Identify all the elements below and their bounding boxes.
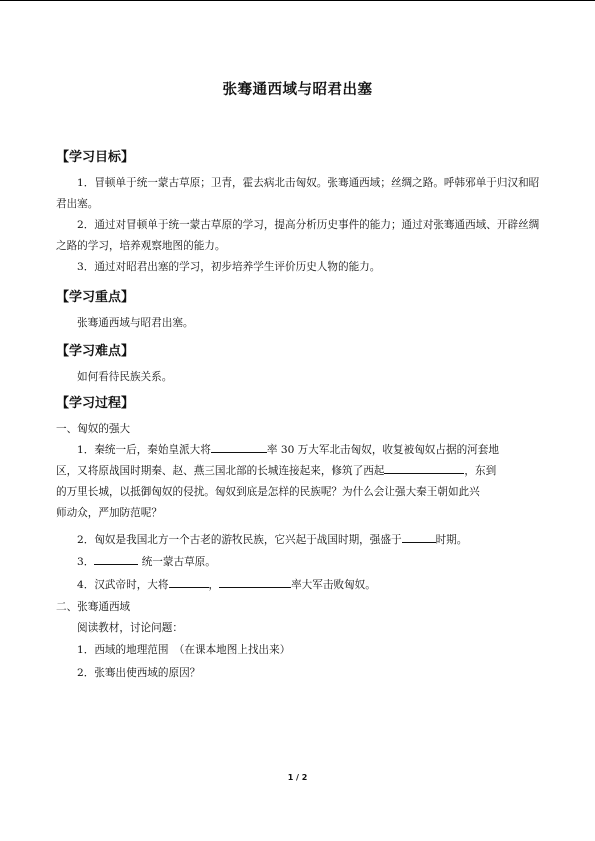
q1-blank-west[interactable] — [384, 462, 464, 474]
part1-q3 — [56, 552, 567, 573]
q3-text-b: 统一蒙古草原。 — [138, 556, 216, 568]
part2-heading: 二、张骞通西域 — [56, 601, 131, 613]
section-key-heading: 【学习重点】 — [56, 290, 135, 305]
part1-q2 — [56, 530, 567, 551]
q4-blank-general-2[interactable] — [219, 576, 291, 588]
section-process-heading: 【学习过程】 — [56, 396, 135, 411]
section-difficulty-heading: 【学习难点】 — [56, 344, 135, 359]
q1-text-b: 率 30 万大军北击匈奴，收复被匈奴占据的河套地 — [266, 444, 499, 456]
q2-text-b: 时期。 — [435, 534, 468, 546]
q3-text-a: 3． — [77, 556, 95, 568]
goal-item-2: 2．通过对冒顿单于统一蒙古草原的学习，提高分析历史事件的能力；通过对张骞通西域、开辟丝绸之路的学习，培养观察地图的能力。 — [56, 219, 540, 252]
part2-intro: 阅读教材，讨论问题： — [77, 622, 183, 634]
key-text: 张骞通西域与昭君出塞。 — [77, 317, 194, 329]
section-goals-heading: 【学习目标】 — [56, 150, 135, 165]
q1-blank-general[interactable] — [211, 441, 267, 453]
top-border — [0, 0, 595, 1]
part1-q4 — [56, 575, 567, 596]
q2-blank-period[interactable] — [402, 531, 436, 543]
page-title: 张骞通西域与昭君出塞 — [222, 82, 373, 98]
part1-q1-line4: 师动众，严加防范呢？ — [56, 507, 162, 519]
goal-item-1: 1．冒顿单于统一蒙古草原；卫青，霍去病北击匈奴。张骞通西域；丝绸之路。呼韩邪单于归汉和昭君出塞。 — [56, 177, 540, 210]
part2-q2: 2．张骞出使西域的原因？ — [77, 667, 201, 679]
q4-text-c: 率大军击败匈奴。 — [291, 579, 376, 591]
goal-item-3: 3．通过对昭君出塞的学习，初步培养学生评价历史人物的能力。 — [77, 261, 381, 273]
q4-text-a: 4．汉武帝时，大将 — [77, 579, 169, 591]
part1-heading: 一、匈奴的强大 — [56, 423, 131, 435]
q4-text-b: ， — [208, 579, 220, 591]
part1-q1-line1 — [56, 440, 567, 461]
part2-q1: 1．西域的地理范围 （在课本地图上找出来） — [77, 644, 291, 656]
q2-text-a: 2．匈奴是我国北方一个古老的游牧民族，它兴起于战国时期，强盛于 — [77, 534, 402, 546]
part1-q1-line2 — [56, 461, 546, 482]
q3-blank-person[interactable] — [94, 553, 138, 565]
q1-text-d: ，东到 — [464, 465, 497, 477]
q1-text-a: 1．秦统一后，秦始皇派大将 — [77, 444, 211, 456]
q4-blank-general-1[interactable] — [169, 576, 209, 588]
q1-text-c: 区，又将原战国时期秦、赵、燕三国北部的长城连接起来，修筑了西起 — [56, 465, 385, 477]
page-number: 1 / 2 — [287, 773, 308, 782]
difficulty-text: 如何看待民族关系。 — [77, 371, 173, 383]
part1-q1-line3: 的万里长城，以抵御匈奴的侵扰。匈奴到底是怎样的民族呢？为什么会让强大秦王朝如此兴 — [56, 486, 480, 498]
